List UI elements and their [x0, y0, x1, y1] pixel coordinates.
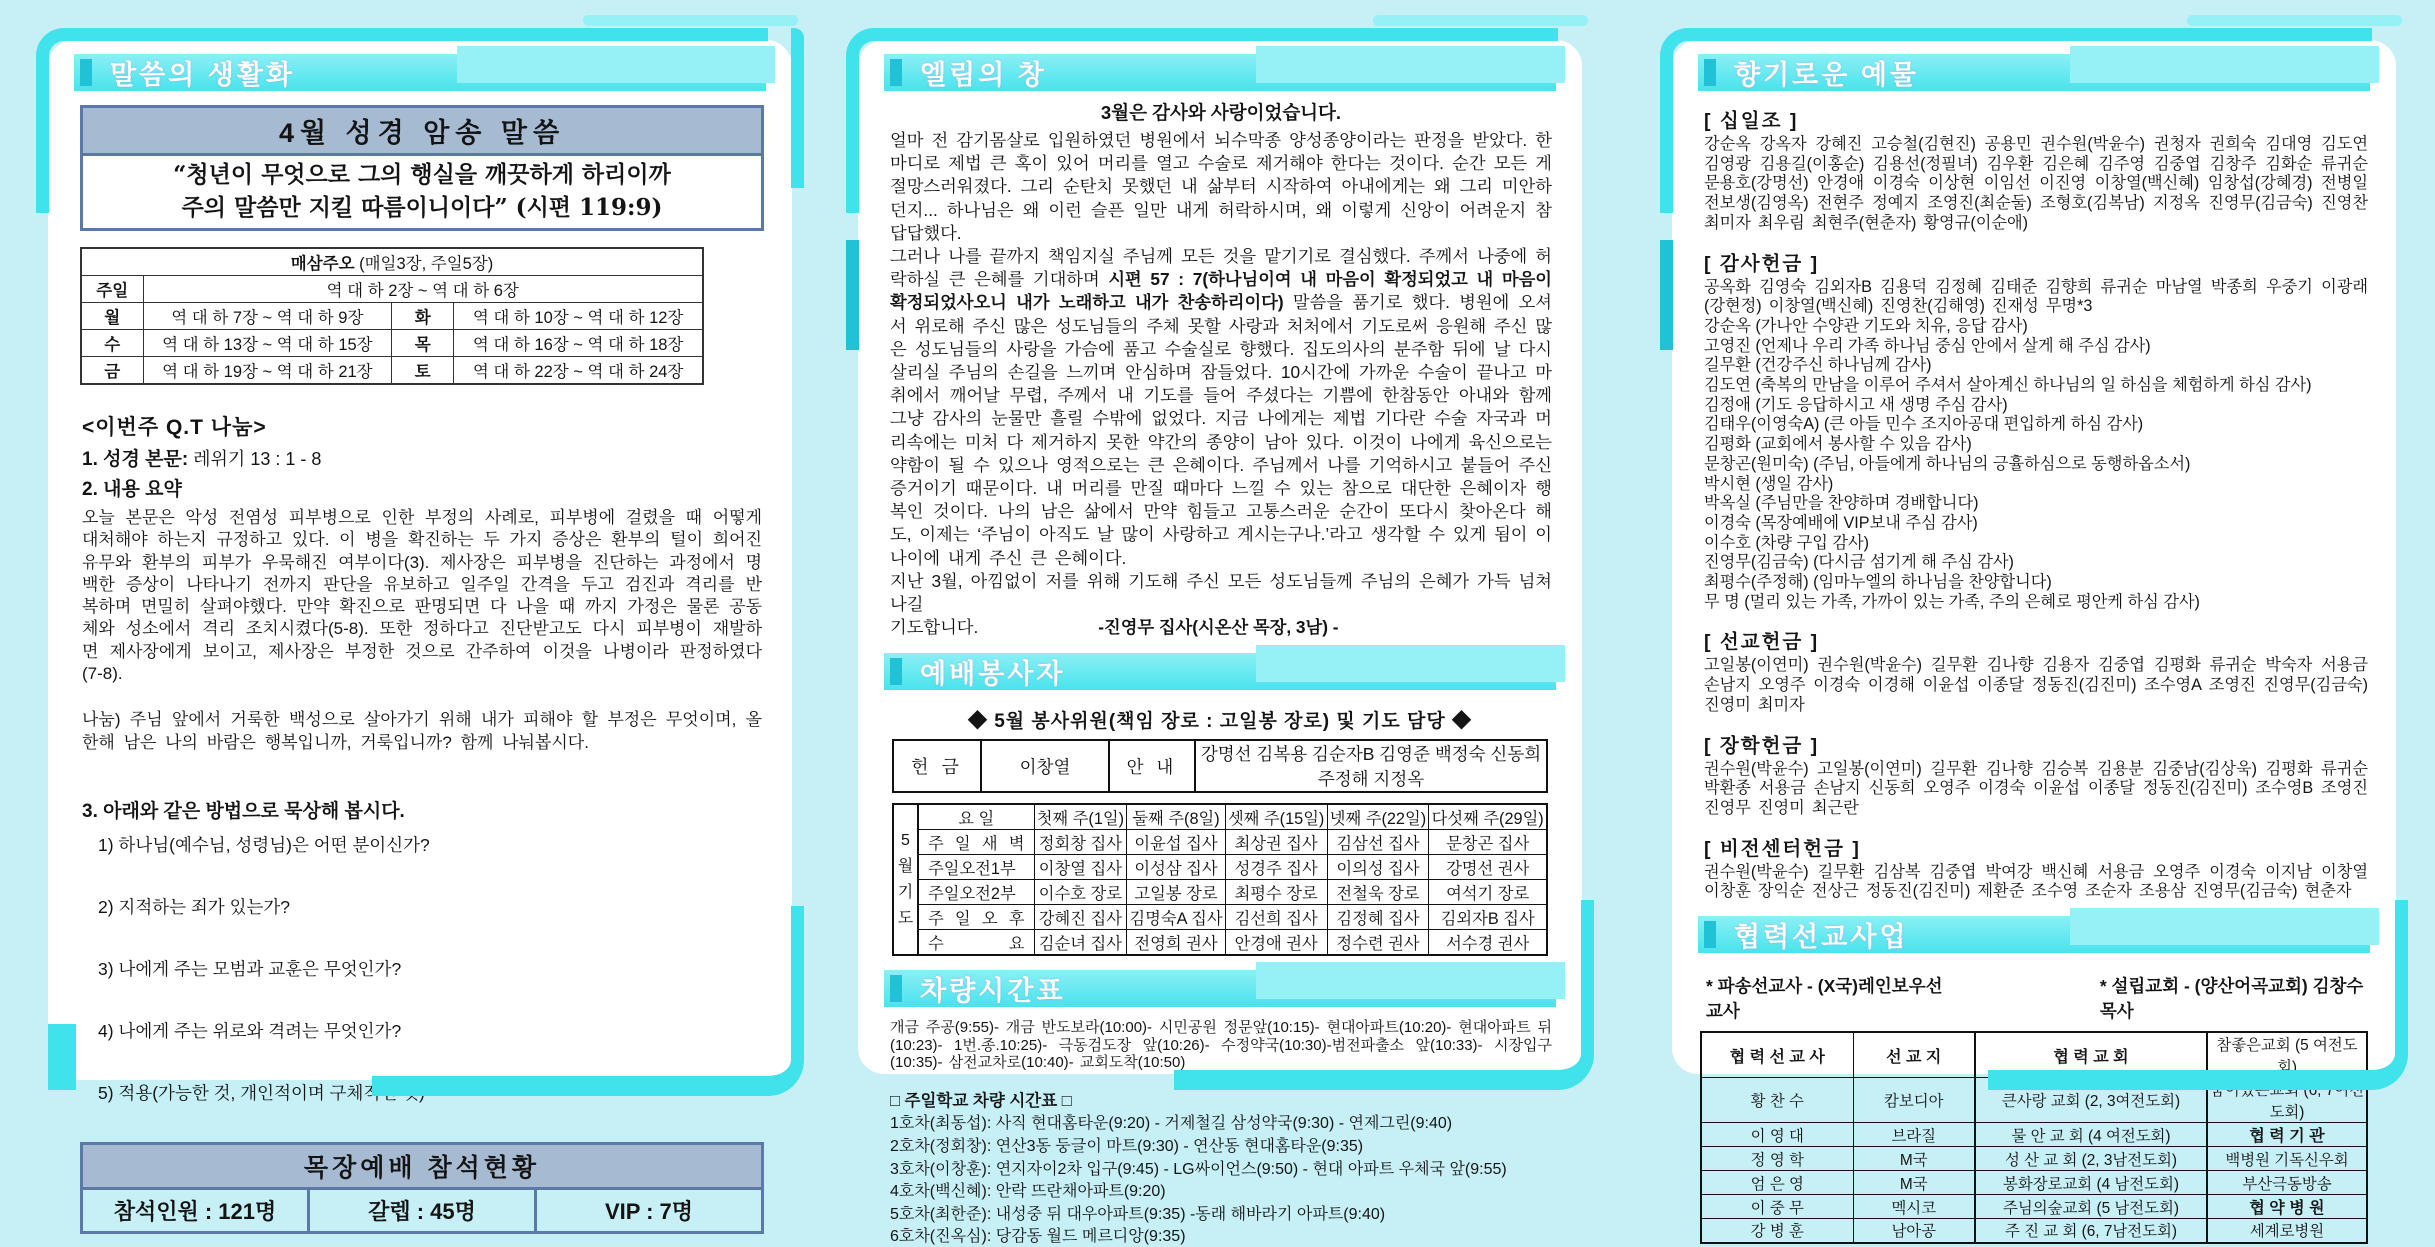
reading-cell: 역 대 하 22장 ~ 역 대 하 24장	[454, 357, 703, 385]
section-title: 차량시간표	[920, 976, 1066, 1007]
section-title: 향기로운 예물	[1734, 60, 1919, 90]
duty-cell: 전철욱 장로	[1327, 880, 1429, 905]
missionary-name: 황 찬 수	[1701, 1078, 1853, 1123]
cyan-accent-dash	[583, 15, 798, 26]
table-row	[1701, 1219, 2367, 1243]
worship-caption: ◆ 5월 봉사위원(책임 장로 : 고일봉 장로) 및 기도 담당 ◆	[967, 711, 1473, 733]
vision-heading: [ 비전센터헌금 ]	[1704, 837, 1861, 860]
section-title: 말씀의 생활화	[110, 60, 295, 90]
duty-cell: 서수경 권사	[1429, 930, 1547, 956]
column-header: 요 일	[918, 804, 1034, 830]
section-header-transport	[884, 970, 1556, 1007]
thanks-item: 박시현 (생일 감사)	[1704, 474, 1834, 493]
reading-cell: 역 대 하 10장 ~ 역 대 하 12장	[454, 303, 703, 330]
thanks-names: 공옥화 김영숙 김외자B 김용덕 김정혜 김태준 김향희 류귀순 마남열 박종희 우중기 이광래(강현정) 이창열(백신혜) 진영찬(김해영) 진재성 무명*3	[1704, 277, 2368, 316]
thanks-item: 김태우(이영숙A) (큰 아들 민수 조지아공대 편입하게 하심 감사)	[1704, 415, 2144, 434]
thanks-item: 박옥실 (주님만을 찬양하며 경배합니다)	[1704, 494, 1979, 513]
bus-line: 5호차(최한준): 내성중 뒤 대우아파트(9:35) -동래 해바라기 아파트(9:40)	[890, 1205, 1386, 1223]
reading-table-title	[81, 248, 703, 276]
qt-scripture-ref: 레위기 13 : 1 - 8	[188, 449, 322, 469]
coop-church: 큰사랑 교회 (2, 3여전도회)	[1975, 1078, 2207, 1123]
qt-scripture-label: 1. 성경 본문:	[82, 449, 189, 470]
prayer-duty-table	[892, 803, 1548, 956]
month-char: 기	[897, 883, 914, 901]
missionary-name: 엄 은 영	[1701, 1171, 1853, 1195]
thanks-item: 무 명 (멀리 있는 가족, 가까이 있는 가족, 주의 은혜로 평안케 하심 감사)	[1704, 592, 2200, 611]
partner-cell: 세계로병원	[2207, 1219, 2367, 1243]
essay-paragraph-3: 지난 3월, 아낌없이 저를 위해 기도해 주신 모든 성도님들께 주님의 은혜가 가득 넘쳐나길	[890, 570, 1552, 615]
section-title: 엘림의 창	[920, 60, 1047, 90]
section-header-worship-servants	[884, 653, 1556, 690]
missionary-name: 이 중 무	[1701, 1195, 1853, 1219]
essay-p2-pre: 그러나 나를 끝까지 책임지실 주님께 모든 것을 맡기기로 결심했다. 주께서 나중에 허락하실 큰 은혜를 기대하며	[890, 246, 1552, 290]
mission-offering-heading: [ 선교헌금 ]	[1704, 631, 1820, 654]
table-header-row	[1701, 1032, 2367, 1078]
sent-missionary-note: * 파송선교사 - (X국)레인보우선교사	[1706, 976, 1943, 1022]
qt-question: 4) 나에게 주는 위로와 격려는 무엇인가?	[98, 1020, 402, 1041]
attendance-box	[80, 1142, 764, 1234]
reading-cell: 역 대 하 19장 ~ 역 대 하 21장	[143, 357, 392, 385]
cyan-accent-dash	[2187, 15, 2402, 26]
bible-reading-table	[80, 247, 704, 385]
duty-cell: 최상권 집사	[1225, 830, 1327, 855]
duty-cell: 이윤섭 집사	[1127, 830, 1226, 855]
section-header-word-life	[74, 54, 766, 91]
partner-cell: 꿈이있는교회 (6, 7여전도회)	[2207, 1078, 2367, 1123]
table-row	[1701, 1195, 2367, 1219]
thanks-item: 최평수(주정해) (임마누엘의 하나님을 찬양합니다)	[1704, 573, 2052, 592]
essay-paragraph-1: 얼마 전 감기몸살로 입원하였던 병원에서 뇌수막종 양성종양이라는 판정을 받았다. 한마디로 제법 큰 혹이 있어 머리를 열고 수술로 제거해야 한다는 것이다. 순간 모든 게 절망스러워졌다. 그리 순탄치 못했던 내 삶부터 시작하여 아내에게는 왜 그리 미안하던지... 하나님은 왜 이런 슬픈 일만 내게 허락하시며, 왜 이렇게 신앙이 어려운지 참 답답했다.	[890, 130, 1552, 243]
month-char: 도	[897, 909, 914, 927]
duty-label: 주일오전2부	[918, 880, 1034, 905]
vision-names: 권수원(박윤수) 길무환 김삼복 김중엽 박여강 백신혜 서용금 오영주 이경숙 이지남 이창열 이창훈 장익순 전상근 정동진(김진미) 제환준 조수영 조순자 조용삼 진영무(김금숙) 현춘자	[1704, 862, 2368, 901]
duty-cell: 정회창 집사	[1034, 830, 1127, 855]
attendance-total: 참석인원 : 121명	[113, 1198, 277, 1224]
panel-offerings	[1672, 40, 2396, 1241]
verse-line2: 주의 말씀만 지킬 따름이니이다” (시편 119:9)	[181, 194, 663, 221]
day-cell: 화	[392, 303, 454, 330]
mission-field: M국	[1853, 1171, 1975, 1195]
column-header: 넷째 주(22일)	[1327, 804, 1429, 830]
day-cell: 목	[392, 330, 454, 357]
reading-cell: 역 대 하 16장 ~ 역 대 하 18장	[454, 330, 703, 357]
essay-p2-verse: 시편 57 : 7(하나님이여 내 마음이 확정되었고 내 마음이 확정되었사오니 내가 노래하고 내가 찬송하리이다)	[890, 269, 1552, 313]
table-row	[1701, 1123, 2367, 1147]
memory-verse-box	[80, 105, 764, 231]
reading-plan-note: (매일3장, 주일5장)	[354, 255, 494, 273]
table-row	[1701, 1078, 2367, 1123]
column-header: 협 력 교 회	[1975, 1032, 2207, 1078]
duty-cell: 이창열 집사	[1034, 855, 1127, 880]
duty-cell: 이수호 장로	[1034, 880, 1127, 905]
sunday-school-heading: □ 주일학교 차량 시간표 □	[890, 1092, 1072, 1111]
duty-cell: 강명선 권사	[1429, 855, 1547, 880]
cyan-accent-left	[1660, 240, 1673, 350]
qt-heading: <이번주 Q.T 나눔>	[82, 416, 267, 439]
duty-cell: 강혜진 집사	[1034, 905, 1127, 930]
mission-field: 남아공	[1853, 1219, 1975, 1243]
cyan-accent-left	[846, 240, 859, 350]
coop-church: 물 안 교 회 (4 여전도회)	[1975, 1123, 2207, 1147]
duty-cell: 최평수 장로	[1225, 880, 1327, 905]
day-cell: 수	[81, 330, 143, 357]
verse-line1: “청년이 무엇으로 그의 행실을 깨끗하게 하리이까	[173, 161, 671, 188]
duty-cell: 전영희 권사	[1127, 930, 1226, 956]
thanks-item: 이경숙 (목장예배에 VIP보내 주심 감사)	[1704, 513, 1978, 532]
thanks-heading: [ 감사헌금 ]	[1704, 252, 1820, 275]
duty-cell: 김외자B 집사	[1429, 905, 1547, 930]
duty-cell: 안경애 권사	[1225, 930, 1327, 956]
duty-cell: 문창곤 집사	[1429, 830, 1547, 855]
qt-question: 3) 나에게 주는 모범과 교훈은 무엇인가?	[98, 958, 402, 979]
day-cell: 월	[81, 303, 143, 330]
duty-row	[893, 930, 1547, 956]
bus-line: 1호차(최동섭): 사직 현대홈타운(9:20) - 거제철길 삼성약국(9:30) - 연제그린(9:40)	[890, 1115, 1453, 1133]
duty-cell: 이성삼 집사	[1127, 855, 1226, 880]
offerings-list	[1704, 105, 2368, 902]
essay-p3-tail: 기도합니다.	[890, 617, 979, 638]
day-cell: 토	[392, 357, 454, 385]
thanks-item: 진영무(김금숙) (다시금 섬기게 해 주심 감사)	[1704, 553, 2014, 572]
reading-cell: 역 대 하 7장 ~ 역 대 하 9장	[143, 303, 392, 330]
duty-cell: 김명숙A 집사	[1127, 905, 1226, 930]
section-header-coop-mission	[1698, 916, 2370, 953]
section-title: 협력선교사업	[1734, 922, 1909, 953]
day-cell: 주일	[81, 276, 143, 303]
offering-guide-table	[892, 739, 1548, 793]
coop-church: 성 산 교 회 (2, 3남전도회)	[1975, 1147, 2207, 1171]
founded-church-note: * 설립교회 - (양산어곡교회) 김창수목사	[2099, 976, 2364, 1022]
tithe-heading: [ 십일조 ]	[1704, 110, 1799, 132]
duty-cell: 이의성 집사	[1327, 855, 1429, 880]
memory-verse-title: 4월 성경 암송 말씀	[83, 108, 761, 156]
bus-line: 4호차(백신혜): 안락 뜨란채아파트(9:20)	[890, 1183, 1166, 1201]
coop-church: 주 진 교 회 (6, 7남전도회)	[1975, 1219, 2207, 1243]
thanks-item: 김도연 (축복의 만남을 이루어 주셔서 살아계신 하나님의 일 하심을 체험하게 하심 감사)	[1704, 376, 2312, 395]
section-title: 예배봉사자	[920, 659, 1066, 690]
offering-name: 이창열	[981, 740, 1109, 792]
partner-cell: 참좋은교회 (5 여전도회)	[2207, 1032, 2367, 1078]
qt-question: 1) 하나님(예수님, 성령님)은 어떤 분이신가?	[98, 834, 430, 855]
partner-section-header: 협 약 병 원	[2207, 1195, 2367, 1219]
partner-section-header: 협 력 기 관	[2207, 1123, 2367, 1147]
duty-label: 주일오전1부	[918, 855, 1034, 880]
duty-cell: 김순녀 집사	[1034, 930, 1127, 956]
duty-cell: 김삼선 집사	[1327, 830, 1429, 855]
duty-cell: 김선희 집사	[1225, 905, 1327, 930]
qt-question: 5) 적용(가능한 것, 개인적이며 구체적인 것)	[98, 1082, 425, 1103]
column-header: 선 교 지	[1853, 1032, 1975, 1078]
bus-line: 6호차(진옥심): 당감동 월드 메르디앙(9:35)	[890, 1228, 1186, 1246]
reading-cell: 역 대 하 2장 ~ 역 대 하 6장	[143, 276, 703, 303]
scholarship-names: 권수원(박윤수) 고일봉(이연미) 길무환 김나향 김승복 김용분 김중남(김상욱) 김평화 류귀순 박환종 서용금 손남지 신동희 오영주 이경숙 이윤섭 이종달 정동진(김진미) 조수영B 조영진 진영무 진영미 최근란	[1704, 759, 2368, 817]
coop-church: 주님의숲교회 (5 남전도회)	[1975, 1195, 2207, 1219]
qt-summary-label: 2. 내용 요약	[82, 479, 182, 500]
column-header: 첫째 주(1일)	[1034, 804, 1127, 830]
column-header: 둘째 주(8일)	[1127, 804, 1226, 830]
guide-names: 강명선 김복용 김순자B 김영준 백정숙 신동희 주정해 지정옥	[1195, 740, 1547, 792]
month-label	[893, 804, 918, 955]
cyan-accent-bottom-left	[48, 1024, 76, 1090]
attendance-row	[83, 1190, 761, 1231]
bus-line: 3호차(이창훈): 연지자이2차 입구(9:45) - LG싸이언스(9:50) - 현대 아파트 우체국 앞(9:55)	[890, 1160, 1507, 1178]
cyan-frame-right-top	[791, 28, 804, 188]
cyan-accent-dash	[1373, 15, 1588, 26]
thanks-item: 문창곤(원미숙) (주님, 아들에게 하나님의 긍휼하심으로 동행하옵소서)	[1704, 454, 2191, 473]
qt-summary-paragraph: 오늘 본문은 악성 전염성 피부병으로 인한 부정의 사례로, 피부병에 걸렸을 때 어떻게 대처해야 하는지 규정하고 있다. 이 병을 확진하는 두 가지 증상은 환부의 털이 희어진 유무와 환부의 피부가 우묵해진 여부이다(3). 제사장은 피부병을 진단하는 과정에서 명백한 증상이 나타나기 전까지 판단을 유보하고 일주일 간격을 두고 검진과 격리를 반복하며 면밀히 살펴야했다. 만약 확진으로 판명되면 다 나을 때 까지 가정은 물론 공동체와 성소에서 격리 조치시켰다(5-8). 또한 정하다고 진단받고도 다시 피부병이 재발하면 제사장에게 보이고, 제사장은 부정한 것으로 간주하여 이것을 나병이라 판정하였다(7-8).	[82, 508, 762, 684]
attendance-title: 목장예배 참석현황	[83, 1145, 761, 1190]
transport-section	[890, 1019, 1552, 1246]
coop-mission-note	[1706, 973, 2368, 1023]
duty-cell: 김정혜 집사	[1327, 905, 1429, 930]
thanks-item: 길무환 (건강주신 하나님께 감사)	[1704, 356, 1932, 375]
duty-cell: 여석기 장로	[1429, 880, 1547, 905]
table-row	[1701, 1171, 2367, 1195]
qt-scripture-line	[82, 444, 762, 471]
missionary-name: 정 영 학	[1701, 1147, 1853, 1171]
coop-mission-table	[1700, 1031, 2368, 1244]
month-char: 월	[897, 857, 914, 875]
guide-label: 안 내	[1109, 740, 1195, 792]
month-char: 5	[901, 831, 910, 849]
attendance-caleb: 갈렙 : 45명	[307, 1190, 534, 1231]
qt-method-heading: 3. 아래와 같은 방법으로 묵상해 봅시다.	[82, 800, 405, 822]
column-header: 다섯째 주(29일)	[1429, 804, 1547, 830]
missionary-name: 강 병 훈	[1701, 1219, 1853, 1243]
essay-signature-line	[890, 616, 1552, 639]
duty-cell: 고일봉 장로	[1127, 880, 1226, 905]
essay-signature: -진영무 집사(시온산 목장, 3남) -	[1098, 617, 1339, 638]
duty-row	[893, 905, 1547, 930]
duty-label: 수 요	[918, 930, 1034, 956]
thanks-item: 강순옥 (가나안 수양관 기도와 치유, 응답 감사)	[1704, 316, 2028, 335]
missionary-name: 이 영 대	[1701, 1123, 1853, 1147]
table-row	[1701, 1147, 2367, 1171]
mission-field: 브라질	[1853, 1123, 1975, 1147]
bus-route-main: 개금 주공(9:55)- 개금 반도보라(10:00)- 시민공원 정문앞(10:15)- 현대아파트(10:20)- 현대아파트 뒤(10:23)- 1번.종.10:25)- 극동검도장 앞(10:26)- 수정약국(10:30)-범전파출소 앞(10:33)- 시장입구(10:35)- 삼전교차로(10:40)- 교회도착(10:50)	[890, 1019, 1552, 1072]
duty-row	[893, 830, 1547, 855]
thanks-item: 고영진 (언제나 우리 가족 하나님 중심 안에서 살게 해 주심 감사)	[1704, 336, 2151, 355]
duty-cell: 정수련 권사	[1327, 930, 1429, 956]
attendance-vip: VIP : 7명	[534, 1190, 761, 1231]
essay-paragraph-2	[890, 245, 1552, 570]
qt-section	[82, 411, 762, 1105]
tithe-names: 강순옥 강옥자 강혜진 고승철(김현진) 공용민 권수원(박윤수) 권청자 권희숙 김대영 김도연 김영광 김용길(이홍순) 김용선(정필녀) 김우환 김은혜 김주영 김중엽 김창주 김화순 류귀순 문용호(강명선) 안경애 이경숙 이상현 이임선 이진영 이창열(백신혜) 임창섭(강혜경) 전병일 전보생(김영옥) 전현주 정예지 조영진(최순둘) 조형호(김복남) 지정옥 진영무(김금숙) 진영찬 최미자 최우림 최현주(현춘자) 황영규(이순애)	[1704, 135, 2368, 232]
mission-field: 멕시코	[1853, 1195, 1975, 1219]
reading-plan-name: 매삼주오	[290, 255, 355, 273]
duty-label: 주 일 오 후	[918, 905, 1034, 930]
scholarship-heading: [ 장학헌금 ]	[1704, 734, 1820, 757]
mission-field: 캄보디아	[1853, 1078, 1975, 1123]
thanks-item: 이수호 (차량 구입 감사)	[1704, 533, 1870, 552]
bus-line: 2호차(정회창): 연산3동 둥글이 마트(9:30) - 연산동 현대홈타운(9:35)	[890, 1137, 1364, 1155]
qt-question: 2) 지적하는 죄가 있는가?	[98, 896, 291, 917]
column-header: 협 력 선 교 사	[1701, 1032, 1853, 1078]
thanks-item: 김정애 (기도 응답하시고 새 생명 주심 감사)	[1704, 395, 2008, 414]
duty-row	[893, 855, 1547, 880]
memory-verse-text	[83, 156, 761, 228]
mission-offering-names: 고일봉(이연미) 권수원(박윤수) 길무환 김나향 김용자 김중엽 김평화 류귀순 박숙자 서용금 손남지 오영주 이경숙 이경해 이윤섭 이종달 정동진(김진미) 조수영A 조영진 진영무(김금숙) 진영미 최미자	[1704, 656, 2368, 714]
day-cell: 금	[81, 357, 143, 385]
essay-section	[890, 99, 1552, 639]
panel-elim-window	[858, 40, 1582, 1246]
duty-cell: 성경주 집사	[1225, 855, 1327, 880]
panel-word-life	[48, 40, 792, 1224]
section-header-elim	[884, 54, 1556, 91]
mission-field: M국	[1853, 1147, 1975, 1171]
essay-title: 3월은 감사와 사랑이었습니다.	[1100, 102, 1342, 123]
section-header-offerings	[1698, 54, 2370, 91]
reading-cell: 역 대 하 13장 ~ 역 대 하 15장	[143, 330, 392, 357]
offering-label: 헌 금	[893, 740, 981, 792]
thanks-item: 김평화 (교회에서 봉사할 수 있음 감사)	[1704, 435, 1972, 454]
partner-cell: 백병원 기독신우회	[2207, 1147, 2367, 1171]
duty-label: 주 일 새 벽	[918, 830, 1034, 855]
partner-cell: 부산극동방송	[2207, 1171, 2367, 1195]
duty-row	[893, 880, 1547, 905]
coop-church: 봉화장로교회 (4 남전도회)	[1975, 1171, 2207, 1195]
column-header: 셋째 주(15일)	[1225, 804, 1327, 830]
qt-sharing-paragraph: 나눔) 주님 앞에서 거룩한 백성으로 살아가기 위해 내가 피해야 할 부정은 무엇이며, 올 한해 남은 나의 바람은 행복입니까, 거룩입니까? 함께 나눠봅시다.	[82, 710, 762, 752]
essay-p2-post: 말씀을 품기로 했다. 병원에 오셔서 위로해 주신 많은 성도님들의 주체 못할 사랑과 처처에서 기도로써 응원해 주신 많은 성도님들의 사랑을 가슴에 품고 수술실로 향했다. 집도의사의 분주함 뒤에 날 다시 살리실 주님의 손길을 느끼며 안심하며 잠들었다. 10시간에 가까운 수술이 끝나고 마취에서 깨어날 무렵, 주께서 내 기도를 들어 주셨다는 기쁨에 한참동안 아내와 함께 그냥 감사의 눈물만 흘릴 수밖에 없었다. 지금 나에게는 제법 기다란 수술 자국과 머리속에는 미처 다 제거하지 못한 약간의 종양이 남아 있다. 이것이 나에게 육신으로는 약함이 될 수 있으나 영적으로는 큰 은혜이다. 주님께서 나를 기억하시고 붙들어 주신 증거이기 때문이다. 내 머리를 만질 때마다 느낄 수 있는 참으로 대단한 은혜이자 행복인 것이다. 나의 남은 삶에서 만약 힘들고 고통스러운 순간이 또다시 찾아온다 해도, 이제는 ‘주님이 아직도 날 많이 사랑하고 계시는구나.’라고 생각할 수 있게 됨이 이 나이에 내게 주신 큰 은혜이다.	[890, 292, 1552, 568]
